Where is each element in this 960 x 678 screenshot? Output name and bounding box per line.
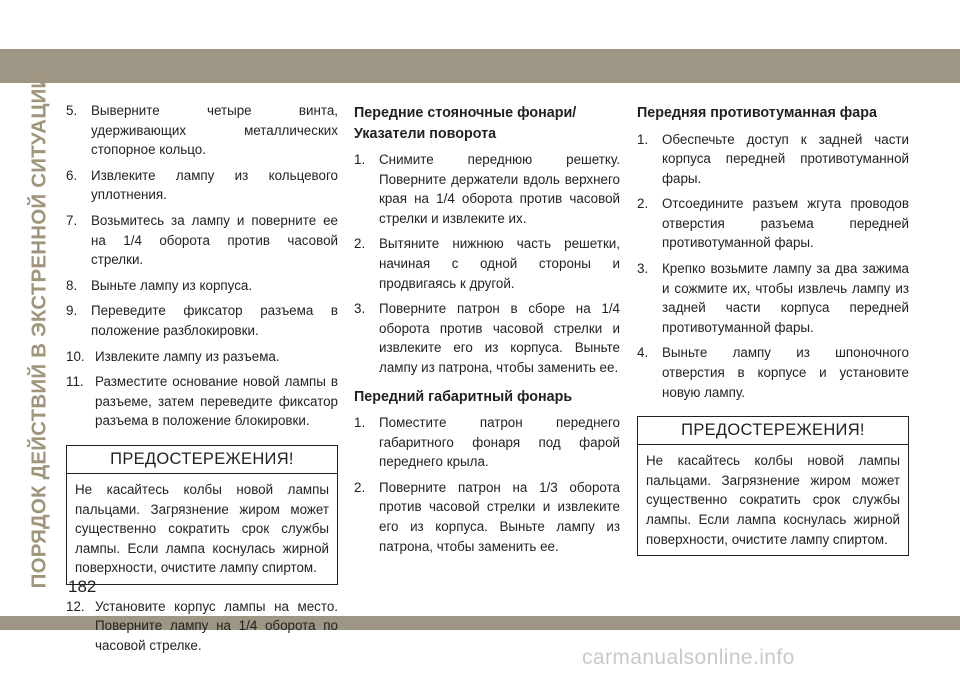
item-number: 2. (637, 196, 649, 212)
warning-text: Не касайтесь колбы новой лампы пальцами. Загрязнение жиром может существенно сократить срок службы лампы. Если лампа коснулась жирной поверхности, очистите лампу спиртом. (646, 453, 900, 547)
warning-title: ПРЕДОСТЕРЕЖЕНИЯ! (638, 417, 908, 445)
list-item (637, 343, 909, 402)
item-number: 4. (637, 345, 649, 361)
section-heading-fog-lamp: Передняя противотуманная фара (637, 105, 877, 121)
item-number: 1. (354, 415, 366, 431)
item-text: Крепко возьмите лампу за два зажима и сожмите их, чтобы извлечь лампу из задней части корпуса передней противотуманной фары. (662, 261, 909, 335)
item-text: Выверните четыре винта, удерживающих металлических стопорное кольцо. (91, 103, 338, 158)
item-number: 8. (66, 277, 78, 293)
item-text: Возьмитесь за лампу и поверните ее на 1/4 оборота против часовой стрелки. (91, 212, 338, 268)
item-text: Снимите переднюю решетку. Поверните держатели вдоль верхнего края на 1/4 оборота против часовой стрелки и извлеките их. (379, 152, 620, 226)
item-number: 2. (354, 236, 366, 252)
steps-list-b (66, 597, 338, 656)
list-item (354, 299, 620, 377)
list-item (354, 478, 620, 556)
watermark: carmanualsonline.info (582, 646, 795, 669)
list-item (637, 130, 909, 189)
item-number: 10. (66, 348, 85, 364)
item-text: Отсоедините разъем жгута проводов отверстия разъема передней противотуманной фары. (662, 196, 909, 251)
list-item (354, 234, 620, 293)
list-item (66, 276, 338, 296)
section-heading-parking-lamps: Передние стояночные фонари/ Указатели поворота (354, 105, 577, 142)
item-number: 12. (66, 598, 85, 614)
list-item (66, 372, 338, 431)
side-title-text: ПОРЯДОК ДЕЙСТВИЙ В ЭКСТРЕННОЙ СИТУАЦИИ (27, 73, 51, 589)
item-number: 11. (66, 374, 84, 390)
item-text: Переведите фиксатор разъема в положение разблокировки. (91, 303, 338, 338)
item-text: Поместите патрон переднего габаритного фонаря под фарой переднего крыла. (379, 415, 620, 470)
item-number: 1. (354, 152, 366, 167)
steps-list-fog (637, 130, 909, 403)
item-text: Установите корпус лампы на место. Поверните лампу на 1/4 оборота по часовой стрелке. (95, 598, 338, 654)
list-item (637, 194, 909, 253)
item-text: Поверните патрон на 1/3 оборота против часовой стрелки и извлеките его из корпуса. Выньте лампу из патрона, чтобы заменить ее. (379, 479, 620, 554)
item-number: 2. (354, 479, 366, 495)
list-item (66, 347, 338, 367)
section-side-title (23, 73, 55, 589)
item-text: Выньте лампу из шпоночного отверстия в корпусе и установите новую лампу. (662, 345, 909, 400)
list-item (354, 413, 620, 472)
column-3 (637, 101, 909, 568)
list-item (66, 597, 338, 656)
warning-box (66, 445, 338, 585)
page-number: 182 (68, 577, 97, 596)
column-2 (354, 101, 620, 562)
list-item (66, 101, 338, 160)
item-number: 6. (66, 167, 78, 183)
list-item (66, 166, 338, 205)
item-text: Вытяните нижнюю часть решетки, начиная с одной стороны и продвигаясь к другой. (379, 236, 620, 291)
item-text: Поверните патрон в сборе на 1/4 оборота против часовой стрелки и извлеките его из корпуса. Выньте лампу из патрона, чтобы заменить ее. (379, 301, 620, 375)
warning-text: Не касайтесь колбы новой лампы пальцами. Загрязнение жиром может существенно сократить срок службы лампы. Если лампа коснулась жирной поверхности, очистите лампу спиртом. (75, 481, 329, 576)
item-number: 7. (66, 212, 78, 228)
list-item (637, 259, 909, 337)
steps-list-side-marker (354, 413, 620, 556)
list-item (66, 211, 338, 270)
warning-title: ПРЕДОСТЕРЕЖЕНИЯ! (67, 446, 337, 474)
item-text: Обеспечьте доступ к задней части корпуса передней противотуманной фары. (662, 131, 909, 186)
list-item (354, 150, 620, 228)
list-item (66, 301, 338, 340)
item-number: 1. (637, 131, 649, 147)
top-color-band (0, 49, 960, 83)
item-text: Извлеките лампу из разъема. (95, 348, 280, 364)
item-text: Выньте лампу из корпуса. (91, 277, 253, 293)
item-text: Извлеките лампу из кольцевого уплотнения. (91, 167, 338, 203)
steps-list-a (66, 101, 338, 431)
item-number: 5. (66, 103, 78, 118)
section-heading-side-marker: Передний габаритный фонарь (354, 388, 573, 405)
item-number: 9. (66, 303, 78, 319)
item-text: Разместите основание новой лампы в разъеме, затем переведите фиксатор разъема в положение блокировки. (95, 374, 338, 429)
item-number: 3. (354, 301, 366, 317)
steps-list-parking (354, 150, 620, 378)
item-number: 3. (637, 261, 649, 277)
column-1 (66, 101, 338, 662)
warning-box (637, 416, 909, 556)
